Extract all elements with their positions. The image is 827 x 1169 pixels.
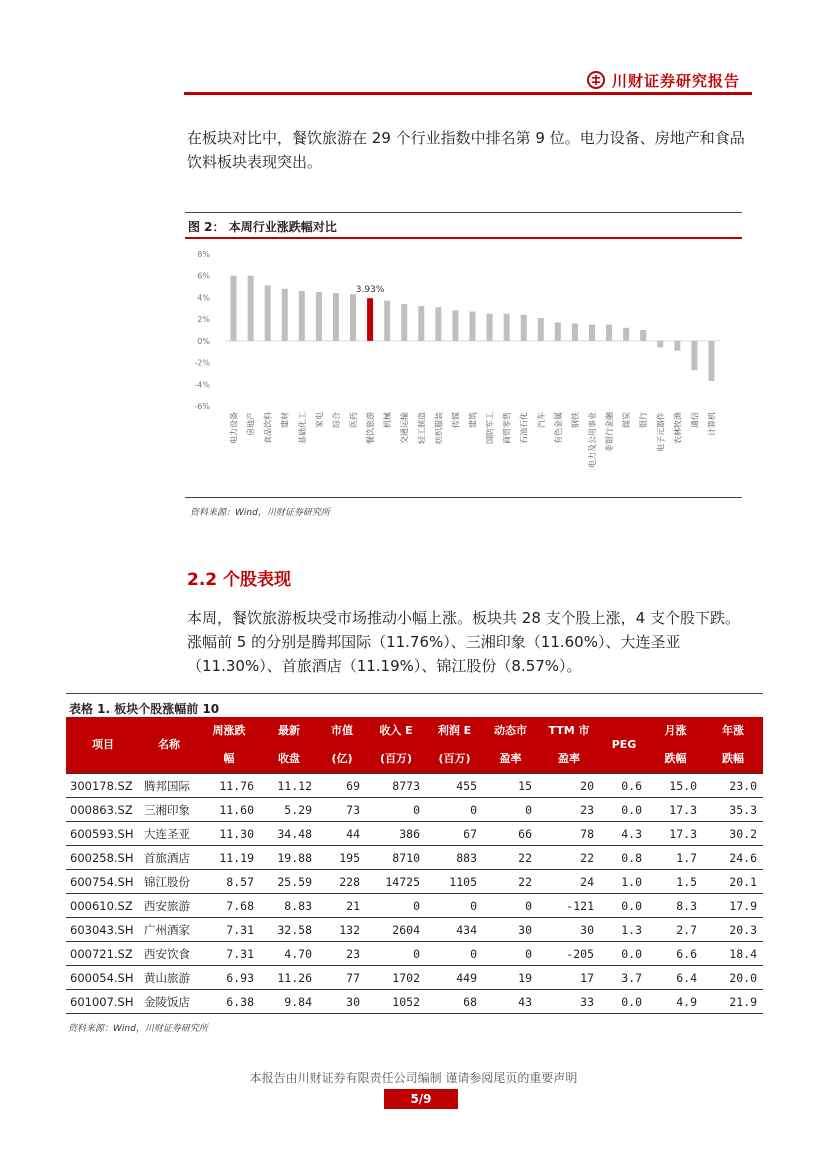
bar-1 [231,276,237,341]
table-cell: 455 [426,774,483,798]
table-title: 表格 1. 板块个股涨幅前 10 [69,702,220,716]
table-cell: 19 [483,966,538,990]
table-cell: 11.30 [198,822,260,846]
header-title: 川财证券研究报告 [612,72,741,90]
table-cell: 21.9 [703,990,763,1014]
table-cell: 6.38 [198,990,260,1014]
table-cell: 600258.SH [66,846,140,870]
company-logo-icon [587,71,605,89]
table-cell: -121 [538,894,600,918]
figure-source: 资料来源：Wind，川财证券研究所 [190,508,330,518]
category-label: 非银行金融 [605,412,615,452]
bar-9 [367,298,373,341]
table-cell: 1.0 [600,870,648,894]
table-cell: 17.9 [703,894,763,918]
table-cell: 11.76 [198,774,260,798]
table-cell: 17.3 [648,822,703,846]
table-body [66,774,763,1014]
header-rule [184,92,752,95]
table-cell: 8.83 [260,894,318,918]
table-cell: 23 [538,798,600,822]
category-label: 有色金属 [553,412,563,444]
table-cell: 三湘印象 [140,798,198,822]
bar-4 [282,289,288,341]
table-cell: 17 [538,966,600,990]
table-cell: 0 [366,942,426,966]
table-cell: 0 [483,894,538,918]
category-label: 电力及公用事业 [587,412,597,468]
category-label: 钢铁 [570,412,580,428]
table-header-text: 收盘 [278,752,300,765]
table-cell: 25.59 [260,870,318,894]
table-cell: 24 [538,870,600,894]
table-cell: 19.88 [260,846,318,870]
table-header-cell [318,717,366,774]
table-cell: 大连圣亚 [140,822,198,846]
table-cell: 000721.SZ [66,942,140,966]
table-row [66,774,763,798]
table-cell: 西安旅游 [140,894,198,918]
category-label: 电子元器件 [656,412,666,452]
bar-20 [555,322,561,340]
table-header-cell [366,717,426,774]
bar-21 [572,323,578,340]
table-cell: 20.3 [703,918,763,942]
table-cell: 0 [366,798,426,822]
table-cell: 23 [318,942,366,966]
table-cell: 000610.SZ [66,894,140,918]
table-cell: 20 [538,774,600,798]
table-cell: 7.68 [198,894,260,918]
bar-11 [401,304,407,341]
bar-24 [623,328,629,341]
y-tick-label: 4% [197,293,210,303]
table-cell: 20.0 [703,966,763,990]
page-number: 5/9 [384,1089,458,1109]
table-cell: 4.3 [600,822,648,846]
table-cell: 11.12 [260,774,318,798]
category-label: 餐饮旅游 [366,412,376,444]
y-tick-label: -2% [194,358,210,368]
category-label: 通信 [690,412,700,428]
bar-17 [504,314,510,341]
category-label: 家电 [314,412,324,428]
table-cell: 44 [318,822,366,846]
bar-3 [265,285,271,340]
table-cell: 434 [426,918,483,942]
section-paragraph: 本周，餐饮旅游板块受市场推动小幅上涨。板块共 28 支个股上涨，4 支个股下跌。涨幅前 5 的分别是腾邦国际（11.76%）、三湘印象（11.60%）、大连圣亚（11.30%）、首旅酒店（11.19%）、锦江股份（8.57%）。 [187,609,740,675]
table-cell: 1105 [426,870,483,894]
category-label: 国防军工 [485,412,495,444]
table-header-text: 名称 [158,738,180,751]
category-label: 建材 [280,412,290,428]
table-cell: 30 [318,990,366,1014]
table-cell: 腾邦国际 [140,774,198,798]
table-header-text: 利润 E [437,724,472,737]
bar-27 [674,341,680,351]
table-cell: 黄山旅游 [140,966,198,990]
table-cell: 0.6 [600,774,648,798]
table-cell: 0 [483,798,538,822]
table-cell: 22 [483,846,538,870]
table-cell: 30 [483,918,538,942]
table-header-cell [648,717,703,774]
section-heading: 2.2 个股表现 [187,570,292,590]
table-cell: 3.7 [600,966,648,990]
table-cell: 300178.SZ [66,774,140,798]
category-label: 电力设备 [229,412,239,444]
category-label: 传媒 [451,412,461,428]
table-header-cell [198,717,260,774]
table-cell: 0 [426,894,483,918]
category-label: 汽车 [536,412,546,428]
table-header-cell [426,717,483,774]
table-source: 资料来源：Wind，川财证券研究所 [68,1024,208,1034]
table-cell: 1052 [366,990,426,1014]
table-cell: 2.7 [648,918,703,942]
table-row [66,822,763,846]
stock-table [66,717,763,1014]
table-cell: 68 [426,990,483,1014]
table-cell: 0 [366,894,426,918]
table-cell: 32.58 [260,918,318,942]
y-tick-label: 0% [197,336,210,346]
table-cell: 11.19 [198,846,260,870]
table-cell: 603043.SH [66,918,140,942]
table-cell: 14725 [366,870,426,894]
table-cell: 5.29 [260,798,318,822]
table-cell: 6.4 [648,966,703,990]
table-cell: 15.0 [648,774,703,798]
table-header-cell [260,717,318,774]
table-cell: 21 [318,894,366,918]
table-header-text: (百万) [438,752,471,765]
table-cell: 西安饮食 [140,942,198,966]
table-cell: 6.6 [648,942,703,966]
table-header-text: 月涨 [664,724,687,737]
category-label: 基础化工 [297,412,307,444]
table-header-text: TTM 市 [548,724,590,737]
table-cell: 7.31 [198,918,260,942]
table-cell: 8.3 [648,894,703,918]
category-label: 农林牧渔 [673,412,683,444]
table-cell: 73 [318,798,366,822]
table-cell: 0.0 [600,942,648,966]
table-cell: 30.2 [703,822,763,846]
bar-12 [418,306,424,341]
table-cell: 广州酒家 [140,918,198,942]
table-cell: 0.8 [600,846,648,870]
table-header-cell [538,717,600,774]
bar-15 [470,312,476,341]
y-tick-label: 2% [197,315,210,325]
table-row [66,894,763,918]
table-cell: 8773 [366,774,426,798]
table-cell: 0.0 [600,990,648,1014]
table-cell: 2604 [366,918,426,942]
table-cell: 首旅酒店 [140,846,198,870]
table-header-text: 跌幅 [664,752,687,765]
table-cell: 23.0 [703,774,763,798]
bar-25 [640,330,646,341]
table-header-text: 年涨 [722,724,744,737]
table-cell: 1.7 [648,846,703,870]
table-header-text: 盈率 [558,752,580,765]
table-cell: 11.60 [198,798,260,822]
bar-6 [316,292,322,341]
table-cell: 17.3 [648,798,703,822]
bar-28 [691,341,697,370]
table-cell: 11.26 [260,966,318,990]
table-cell: 30 [538,918,600,942]
figure-top-rule [185,212,742,213]
table-cell: 1.5 [648,870,703,894]
table-header-cell [66,717,140,774]
table-header-text: 动态市 [494,724,527,737]
table-header-cell [140,717,198,774]
bar-5 [299,291,305,341]
table-cell: 449 [426,966,483,990]
bar-26 [657,341,663,348]
bar-8 [350,294,356,341]
table-cell: 24.6 [703,846,763,870]
y-tick-label: -4% [194,380,210,390]
table-row [66,846,763,870]
table-header-text: (百万) [379,752,413,765]
table-cell: 43 [483,990,538,1014]
table-cell: 601007.SH [66,990,140,1014]
category-label: 商贸零售 [502,412,512,444]
table-header-cell [483,717,538,774]
table-cell: 67 [426,822,483,846]
table-cell: 600754.SH [66,870,140,894]
table-cell: 33 [538,990,600,1014]
table-cell: 132 [318,918,366,942]
table-cell: 4.9 [648,990,703,1014]
bar-16 [487,314,493,341]
category-label: 煤炭 [622,412,632,428]
table-cell: 15 [483,774,538,798]
table-header-text: 幅 [223,752,235,765]
industry-bar-chart [185,240,742,495]
category-label: 石油石化 [519,412,529,444]
table-cell: 34.48 [260,822,318,846]
y-tick-label: -6% [194,402,210,411]
table-cell: 0.0 [600,798,648,822]
bar-10 [384,301,390,341]
table-cell: 20.1 [703,870,763,894]
table-cell: 35.3 [703,798,763,822]
table-header-text: 周涨跌 [212,724,246,737]
table-row [66,942,763,966]
category-label: 食品饮料 [263,412,273,444]
category-label: 计算机 [707,412,717,436]
figure-bottom-rule [185,497,742,498]
bar-18 [521,315,527,341]
table-cell: 22 [483,870,538,894]
highlight-data-label: 3.93% [355,285,385,296]
table-cell: 0.0 [600,894,648,918]
category-label: 轻工制造 [417,412,427,444]
bar-23 [606,325,612,341]
table-header-cell [703,717,763,774]
category-label: 综合 [331,412,341,428]
category-label: 银行 [639,412,649,428]
table-cell: 600593.SH [66,822,140,846]
table-cell: 8710 [366,846,426,870]
table-cell: 195 [318,846,366,870]
category-label: 纺织服装 [434,412,444,444]
table-cell: 69 [318,774,366,798]
table-cell: 金陵饭店 [140,990,198,1014]
table-row [66,918,763,942]
category-label: 建筑 [468,412,478,428]
bar-19 [538,318,544,341]
table-cell: 7.31 [198,942,260,966]
bar-22 [589,325,595,341]
table-cell: 18.4 [703,942,763,966]
footer-disclaimer: 本报告由川财证券有限责任公司编制 谨请参阅尾页的重要声明 [249,1071,578,1085]
table-cell: 600054.SH [66,966,140,990]
intro-paragraph: 在板块对比中，餐饮旅游在 29 个行业指数中排名第 9 位。电力设备、房地产和食品饮料板块表现突出。 [187,129,745,171]
table-cell: 1702 [366,966,426,990]
category-label: 医药 [349,412,359,428]
bar-29 [708,341,714,381]
table-header-text: (亿) [331,752,353,765]
figure-title: 图 2： 本周行业涨跌幅对比 [188,220,337,234]
table-cell: 0 [483,942,538,966]
table-row [66,798,763,822]
table-cell: 22 [538,846,600,870]
table-header-text: 市值 [331,724,353,737]
y-tick-label: 6% [197,271,210,281]
table-cell: 000863.SZ [66,798,140,822]
table-cell: 9.84 [260,990,318,1014]
table-header-text: PEG [611,738,637,751]
table-row [66,990,763,1014]
table-header-row [66,717,763,774]
table-cell: 锦江股份 [140,870,198,894]
figure-title-rule [185,237,742,239]
table-cell: 77 [318,966,366,990]
category-label: 机械 [383,412,393,428]
table-cell: 0 [426,798,483,822]
table-cell: 883 [426,846,483,870]
table-header-cell [600,717,648,774]
bar-2 [248,276,254,341]
table-top-rule [66,693,763,694]
table-header-text: 收入 E [379,724,413,737]
table-row [66,966,763,990]
table-header-text: 盈率 [499,752,522,765]
table-header-text: 项目 [92,738,114,751]
table-cell: 6.93 [198,966,260,990]
bar-13 [435,307,441,341]
table-cell: 66 [483,822,538,846]
category-label: 交通运输 [400,412,410,444]
bar-14 [452,310,458,340]
y-tick-label: 8% [197,250,210,259]
table-cell: 8.57 [198,870,260,894]
table-cell: 386 [366,822,426,846]
table-cell: 1.3 [600,918,648,942]
table-header-text: 最新 [278,724,300,737]
category-label: 房地产 [246,412,256,436]
table-cell: 4.70 [260,942,318,966]
table-cell: 0 [426,942,483,966]
table-header-text: 跌幅 [722,752,744,765]
table-row [66,870,763,894]
bar-7 [333,293,339,341]
table-cell: 78 [538,822,600,846]
table-cell: 228 [318,870,366,894]
table-cell: -205 [538,942,600,966]
